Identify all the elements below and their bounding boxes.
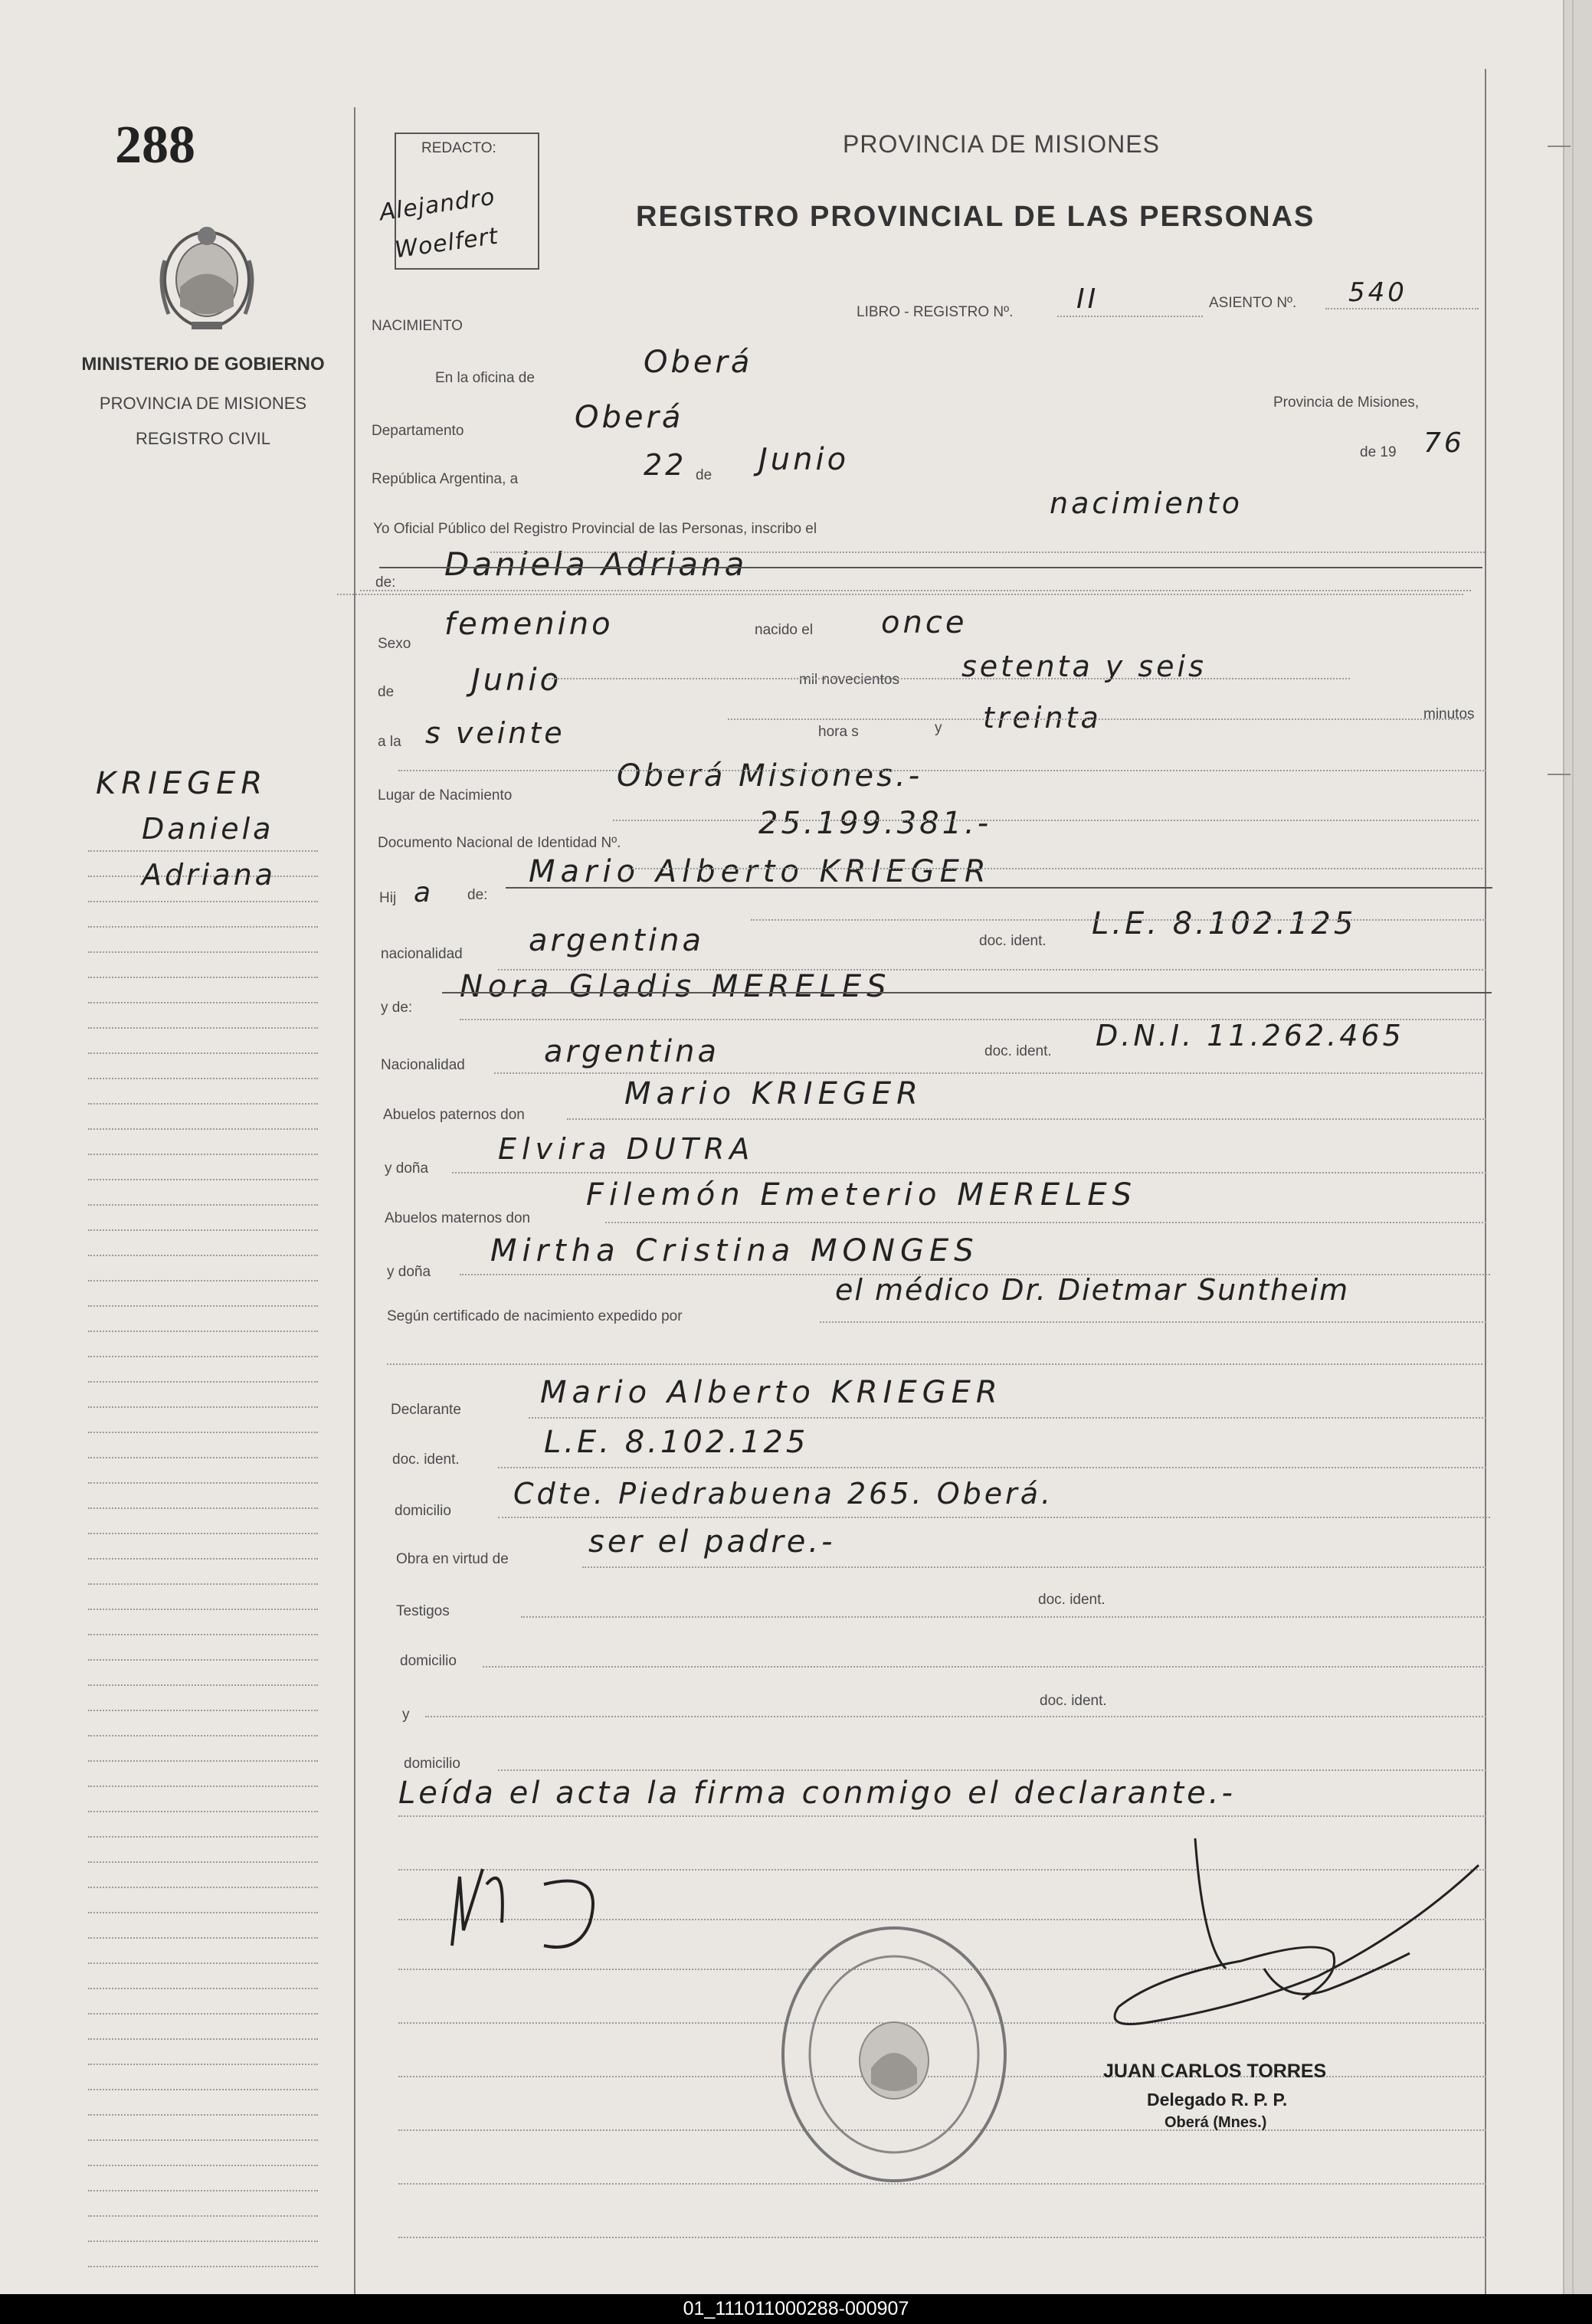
docident2-label: doc. ident. [984,1043,1052,1059]
field-rule [398,770,1486,771]
minutos-label: minutos [1423,706,1475,722]
rule-asiento [1325,308,1479,309]
margin-rule [88,2013,318,2015]
abuelo-mat-value: Filemón Emeterio MERELES [586,1177,1138,1213]
field-rule [398,2237,1486,2238]
margin-rule [88,1128,318,1130]
asiento-label: ASIENTO Nº. [1209,295,1297,311]
redacto-label: REDACTO: [421,140,496,156]
departamento-label: Departamento [372,423,464,439]
testigos-label: Testigos [396,1603,450,1619]
ala-label: a la [378,734,401,750]
margin-rule [88,2165,318,2166]
ministry-office: REGISTRO CIVIL [135,429,271,448]
margin-rule [88,2038,318,2040]
margin-rule [88,1255,318,1256]
margin-rule [88,1988,318,1989]
margin-rule [88,1760,318,1762]
hij-de-label: de: [467,887,488,903]
field-rule [628,868,1482,869]
field-rule [567,1118,1486,1120]
margin-rule [88,1052,318,1054]
abuelos-mat-label: Abuelos maternos don [385,1210,531,1226]
field-rule [498,1769,1486,1771]
margin-rule [88,1937,318,1939]
abuela-mat-value: Mirtha Cristina MONGES [490,1233,979,1268]
domicilio2-label: domicilio [400,1653,457,1669]
certificado-label: Según certificado de nacimiento expedido por [387,1308,683,1324]
margin-rule [88,1786,318,1787]
nacido-value: once [881,605,968,640]
field-rule [460,1019,1486,1020]
docident2-value: D.N.I. 11.262.465 [1096,1019,1404,1052]
libro-label: LIBRO - REGISTRO Nº. [857,304,1014,320]
republica-label: República Argentina, a [372,471,519,487]
lugar-value: Oberá Misiones.- [617,758,923,794]
rule-libro [1057,316,1203,317]
field-rule [498,1467,1486,1468]
margin-rule [88,1154,318,1155]
domicilio3-label: domicilio [404,1756,460,1772]
hij-value: a [414,877,434,908]
margin-rule [88,2089,318,2090]
margin-rule [88,1078,318,1079]
field-rule [483,1666,1486,1668]
margin-note-name2: Adriana [142,858,276,892]
page-edge-line [1572,0,1574,2294]
dia-value: 22 [644,448,687,482]
left-signature [429,1838,628,1961]
coat-of-arms-icon [149,214,264,337]
y2-label: y [402,1707,410,1723]
margin-rule [88,977,318,978]
libro-value: II [1076,283,1099,315]
nacionalidad1-label: nacionalidad [381,946,463,962]
ydona2-label: y doña [387,1264,431,1280]
field-rule [490,552,1485,553]
official-seal-stamp [778,1923,1011,2187]
redacto-name-2: Woelfert [393,222,500,264]
official-name: JUAN CARLOS TORRES [1103,2061,1327,2082]
field-rule [498,1517,1490,1518]
documento-value: 25.199.381.- [758,806,992,841]
abuelos-pat-label: Abuelos paternos don [383,1107,525,1123]
ministry-name: MINISTERIO DE GOBIERNO [81,354,325,375]
field-rule [498,969,1486,971]
field-rule [425,1716,1486,1717]
de-nombre-label: de: [375,574,396,591]
margin-rule [88,1861,318,1863]
margin-rule [88,1836,318,1838]
oficina-label: En la oficina de [435,370,535,386]
margin-rule [88,1103,318,1105]
field-rule [360,590,1471,591]
nacionalidad2-value: argentina [544,1034,719,1069]
record-type: NACIMIENTO [372,318,463,334]
margin-rule [88,1533,318,1534]
margin-rule [88,1912,318,1913]
margin-rule [88,2114,318,2116]
declarante-value: Mario Alberto KRIEGER [540,1375,1003,1410]
field-rule [820,1321,1486,1323]
minutos-value: treinta [983,701,1102,735]
margin-rule [88,2064,318,2065]
margin-rule [88,1962,318,1964]
sexo-value: femenino [444,607,614,642]
margin-rule [88,1381,318,1383]
field-rule [521,1616,1486,1618]
docident3-value: L.E. 8.102.125 [544,1425,809,1460]
margin-rule [88,2266,318,2267]
margin-rule [88,951,318,953]
domicilio1-label: domicilio [395,1503,451,1519]
oficina-value: Oberá [644,345,753,380]
field-rule [387,1363,1482,1365]
de-label: de [696,467,712,483]
binding-mark-2 [1548,774,1571,775]
hij-label: Hij [379,890,397,906]
margin-rule [88,1305,318,1307]
margin-rule [88,1179,318,1180]
margin-rule [88,1887,318,1888]
redacto-name-1: Alejandro [378,183,497,227]
field-rule [460,1274,1490,1275]
margin-rule [88,2190,318,2191]
closing-text: Leída el acta la firma conmigo el declarante.- [398,1776,1236,1811]
margin-rule [88,1204,318,1206]
margin-rule [88,1331,318,1332]
margin-rule [88,1583,318,1585]
mil-label: mil novecientos [799,672,899,688]
field-rule [605,1222,1486,1223]
ydona1-label: y doña [385,1160,429,1177]
page-number: 288 [115,116,195,175]
domicilio1-value: Cdte. Piedrabuena 265. Oberá. [513,1477,1054,1511]
registry-title: REGISTRO PROVINCIAL DE LAS PERSONAS [636,201,1315,233]
de2-label: de [378,684,395,700]
margin-rule [88,1432,318,1433]
margin-rule [88,2139,318,2141]
field-rule [545,678,1350,679]
margin-rule [88,1406,318,1408]
name-underline [506,887,1492,889]
official-signature [1088,1823,1486,2076]
footer-id: 01_111011000288-000907 [0,2294,1592,2324]
docident1-label: doc. ident. [979,933,1047,949]
nombre-value: Daniela Adriana [444,545,748,583]
nacionalidad2-label: Nacionalidad [381,1057,465,1073]
field-rule [337,594,1463,595]
lugar-label: Lugar de Nacimiento [378,787,513,804]
margin-rule [88,1457,318,1458]
mes-value: Junio [758,442,850,477]
docident3-label: doc. ident. [392,1452,460,1468]
field-rule [613,820,1479,821]
docident4-label: doc. ident. [1038,1592,1106,1608]
margin-note-surname: KRIEGER [96,766,268,801]
certificado-value: el médico Dr. Dietmar Suntheim [835,1273,1350,1307]
oficial-label: Yo Oficial Público del Registro Provincial de las Personas, inscribo el [373,521,817,537]
abuela-pat-value: Elvira DUTRA [498,1132,755,1166]
page-edge [1563,0,1592,2294]
margin-rule [88,1356,318,1357]
nacido-label: nacido el [755,622,814,638]
horas-label: hora s [818,724,859,740]
field-rule [728,718,1471,720]
nacionalidad1-value: argentina [529,923,704,958]
margin-rule [88,1684,318,1686]
provincia-label: Provincia de Misiones, [1273,394,1420,411]
margin-rule [88,1811,318,1812]
field-rule [494,1072,1482,1074]
documento-label: Documento Nacional de Identidad Nº. [378,835,621,851]
docident5-label: doc. ident. [1040,1693,1107,1709]
sexo-label: Sexo [378,636,411,652]
margin-rule [88,1002,318,1003]
margin-rule [88,901,318,902]
ministry-province: PROVINCIA DE MISIONES [99,394,307,413]
obra-label: Obra en virtud de [396,1551,509,1567]
abuelo-pat-value: Mario KRIEGER [624,1076,923,1111]
margin-rule [88,1229,318,1231]
margin-rule [88,1735,318,1736]
declarante-label: Declarante [391,1402,461,1418]
margin-rule [88,1482,318,1484]
margin-rule [88,1634,318,1635]
official-role: Delegado R. P. P. [1147,2090,1288,2110]
hora-value: s veinte [425,716,565,750]
margin-rule [88,850,318,852]
obra-value: ser el padre.- [588,1524,836,1560]
province-heading: PROVINCIA DE MISIONES [843,130,1160,158]
binding-mark-1 [1548,146,1571,147]
margin-rule [88,1710,318,1711]
margin-rule [88,926,318,928]
name-underline [442,992,1492,993]
field-rule [452,1172,1486,1173]
docident1-value: L.E. 8.102.125 [1092,906,1357,941]
margin-rule [88,1280,318,1281]
margin-rule [88,1027,318,1029]
field-rule [582,1566,1486,1568]
field-rule [398,1815,1486,1817]
field-rule [751,919,1486,921]
anio-label: de 19 [1360,444,1397,460]
padre-value: Mario Alberto KRIEGER [529,854,991,889]
name-underline [379,567,1482,568]
official-place: Oberá (Mnes.) [1165,2114,1267,2131]
margin-rule [88,1558,318,1560]
asiento-value: 540 [1348,277,1407,308]
anio-nac-value: setenta y seis [961,650,1207,683]
yde-label: y de: [381,1000,413,1016]
margin-rule [88,2241,318,2242]
margin-note-name1: Daniela [142,812,274,846]
margin-rule [88,1507,318,1509]
madre-value: Nora Gladis MERELES [460,969,892,1004]
departamento-value: Oberá [575,400,684,435]
field-rule [529,1417,1486,1419]
margin-rule [88,1659,318,1661]
margin-line-left [354,107,355,2294]
mes-nac-value: Junio [471,663,562,698]
oficial-value: nacimiento [1050,486,1243,520]
y-label: y [935,720,942,736]
anio-value: 76 [1423,427,1465,459]
margin-rule [88,2215,318,2217]
margin-rule [88,1609,318,1610]
